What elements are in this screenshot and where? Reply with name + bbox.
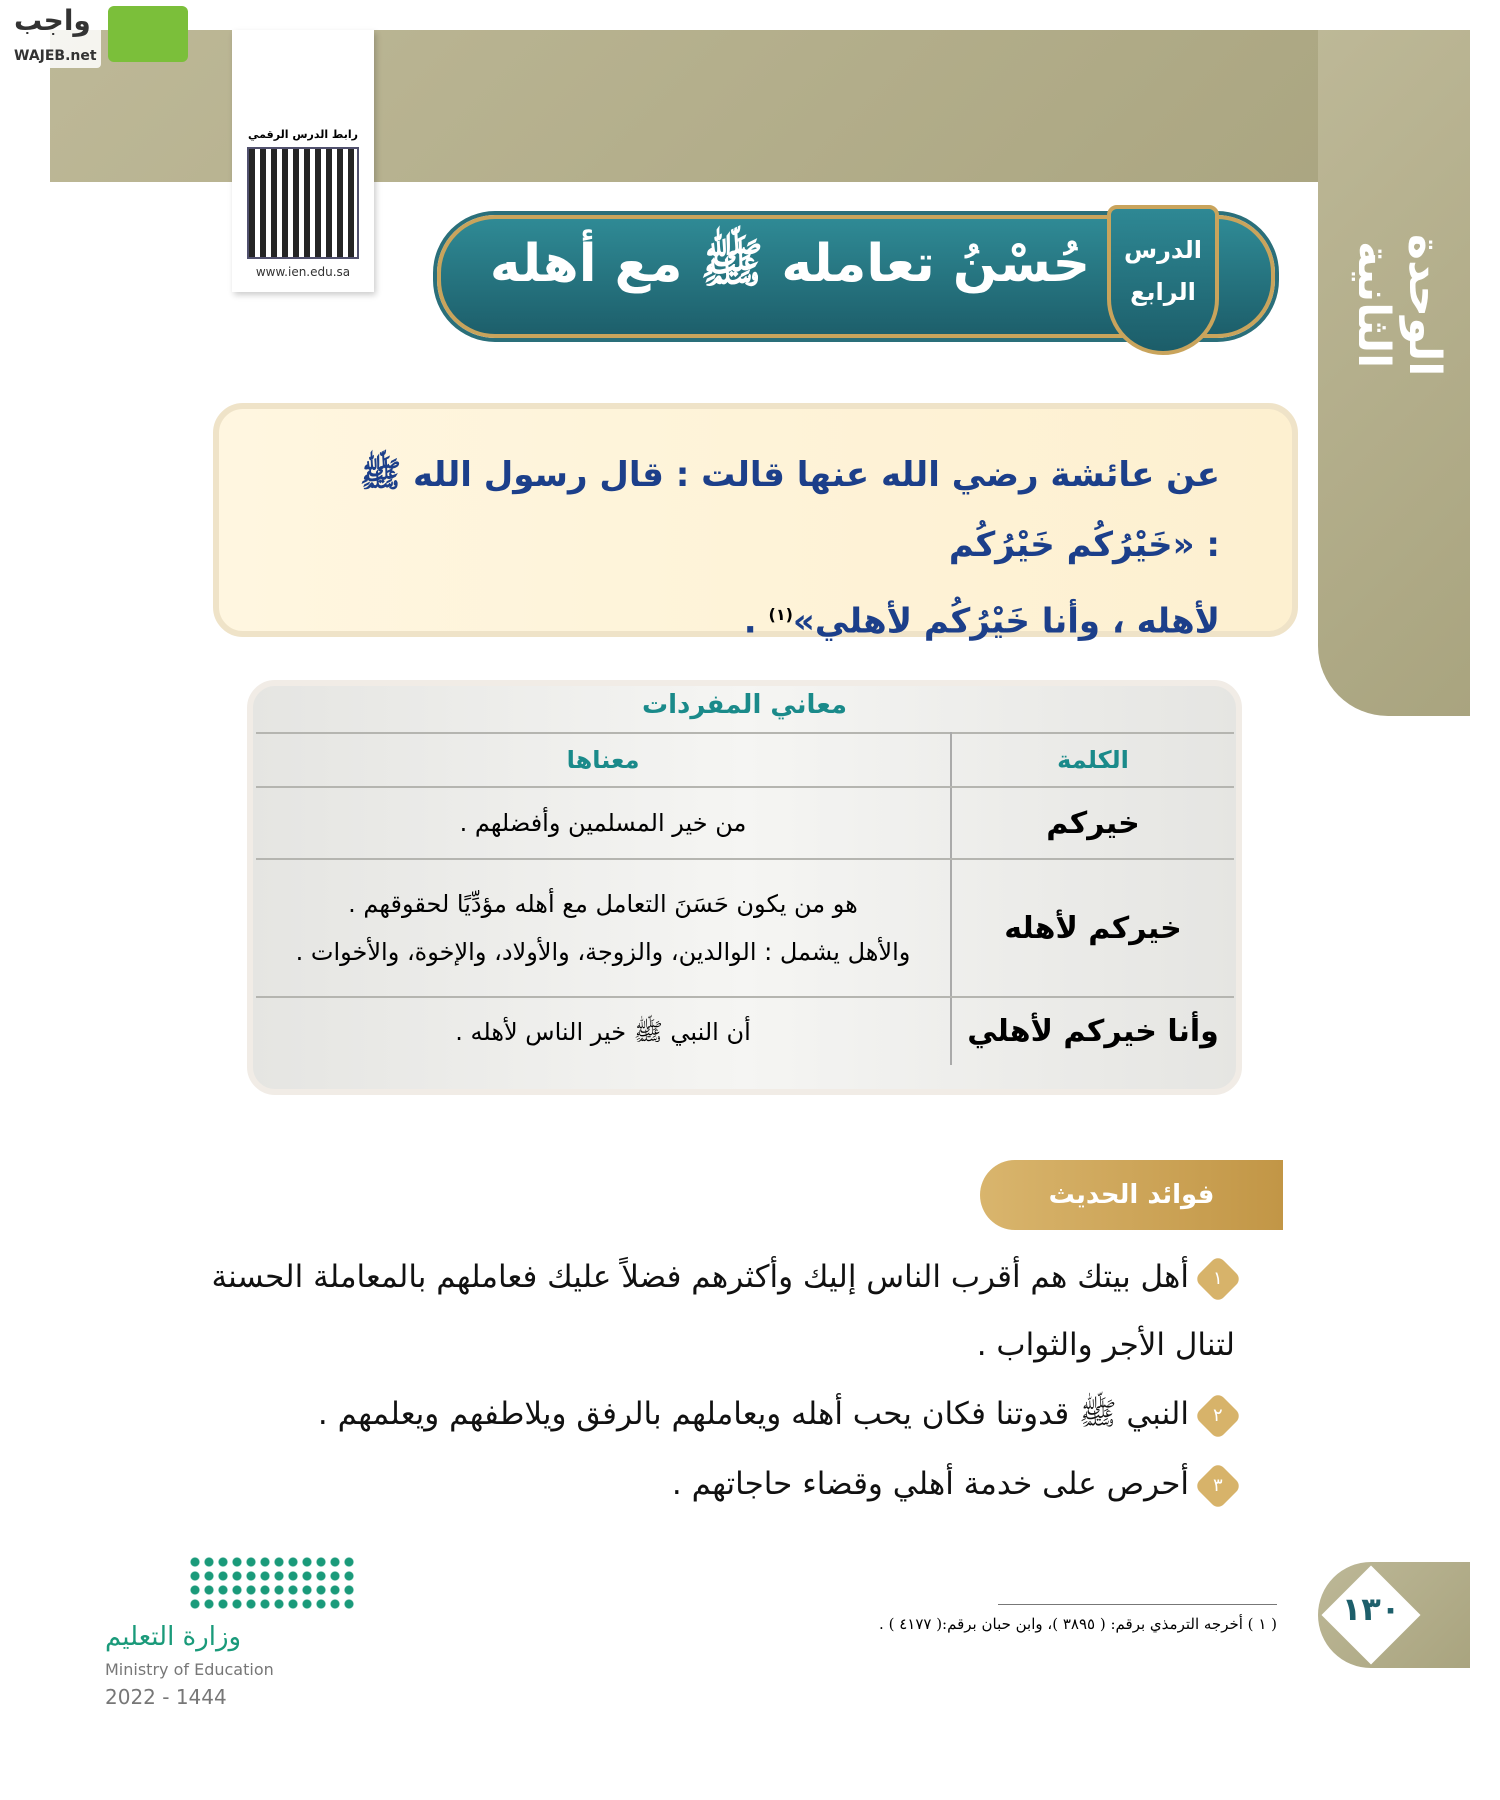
hadith-text	[340, 440, 1220, 656]
wajeb-logo-ar: واجب	[14, 4, 91, 37]
ministry-year: 2022 - 1444	[105, 1685, 227, 1709]
wajeb-logo	[10, 6, 101, 68]
vocab-meaning: هو من يكون حَسَنَ التعامل مع أهله مؤدِّيًا لحقوقهم .	[348, 890, 858, 918]
header-word: الكلمة	[951, 733, 1234, 787]
badge-line2: الرابع	[1130, 278, 1196, 306]
vocab-title: معاني المفردات	[641, 690, 848, 720]
benefits-title: فوائد الحديث	[980, 1160, 1283, 1230]
benefit-text: النبي ﷺ قدوتنا فكان يحب أهله ويعاملهم بالرفق ويلاطفهم ويعلمهم .	[317, 1396, 1189, 1432]
lesson-badge	[1107, 205, 1219, 355]
qr-code-icon[interactable]	[247, 147, 359, 259]
ministry-logo-icon	[188, 1555, 356, 1610]
badge-line1: الدرس	[1123, 236, 1203, 264]
table-row	[256, 997, 1234, 1065]
vocab-meaning: من خير المسلمين وأفضلهم .	[256, 787, 951, 859]
ministry-name-ar: وزارة التعليم	[105, 1622, 242, 1652]
hadith-end: .	[743, 601, 757, 642]
table-row	[256, 859, 1234, 997]
footnote-ref[interactable]: (١)	[768, 605, 793, 624]
vocab-word: خيركم لأهله	[951, 859, 1234, 997]
wajeb-logo-en: WAJEB.net	[14, 48, 97, 64]
star-number-icon: ٣	[1194, 1461, 1242, 1509]
benefit-item	[155, 1243, 1235, 1379]
table-row	[256, 787, 1234, 859]
header-meaning: معناها	[256, 733, 951, 787]
page-number: ١٣٠	[1341, 1590, 1401, 1628]
star-number-icon: ١	[1194, 1254, 1242, 1302]
hadith-line2: لأهله ، وأنا خَيْرُكُم لأهلي»	[792, 601, 1220, 642]
vocab-word: وأنا خيركم لأهلي	[951, 997, 1234, 1065]
qr-url[interactable]: www.ien.edu.sa	[255, 265, 351, 279]
star-number-icon: ٢	[1194, 1391, 1242, 1439]
ministry-name-en: Ministry of Education	[105, 1660, 274, 1679]
footnote: ( ١ ) أخرجه الترمذي برقم: ( ٣٨٩٥ )، وابن حبان برقم:( ٤١٧٧ ) .	[879, 1615, 1277, 1633]
unit-title: الوحدة الثانية	[1348, 233, 1450, 377]
qr-label: رابط الدرس الرقمي	[248, 128, 358, 141]
vocab-word: خيركم	[951, 787, 1234, 859]
footnote-divider	[998, 1604, 1277, 1605]
benefit-item	[155, 1450, 1235, 1518]
benefit-text: أحرص على خدمة أهلي وقضاء حاجاتهم .	[671, 1466, 1189, 1502]
vocab-table	[256, 732, 1234, 1065]
benefit-text: أهل بيتك هم أقرب الناس إليك وأكثرهم فضلاً عليك فعاملهم بالمعاملة الحسنة لتنال الأجر والثواب .	[211, 1259, 1235, 1363]
vocab-meaning-2: والأهل يشمل : الوالدين، والزوجة، والأولاد، والإخوة، والأخوات .	[295, 938, 911, 966]
lesson-title: حُسْنُ تعامله ﷺ مع أهله	[489, 234, 1091, 294]
benefit-item	[155, 1380, 1235, 1448]
hadith-line1: عن عائشة رضي الله عنها قالت : قال رسول الله ﷺ : «خَيْرُكُم خَيْرُكُم	[360, 455, 1220, 565]
book-icon	[108, 6, 188, 62]
qr-card	[232, 30, 374, 292]
table-header	[256, 733, 1234, 787]
vocab-meaning: أن النبي ﷺ خير الناس لأهله .	[256, 997, 951, 1065]
